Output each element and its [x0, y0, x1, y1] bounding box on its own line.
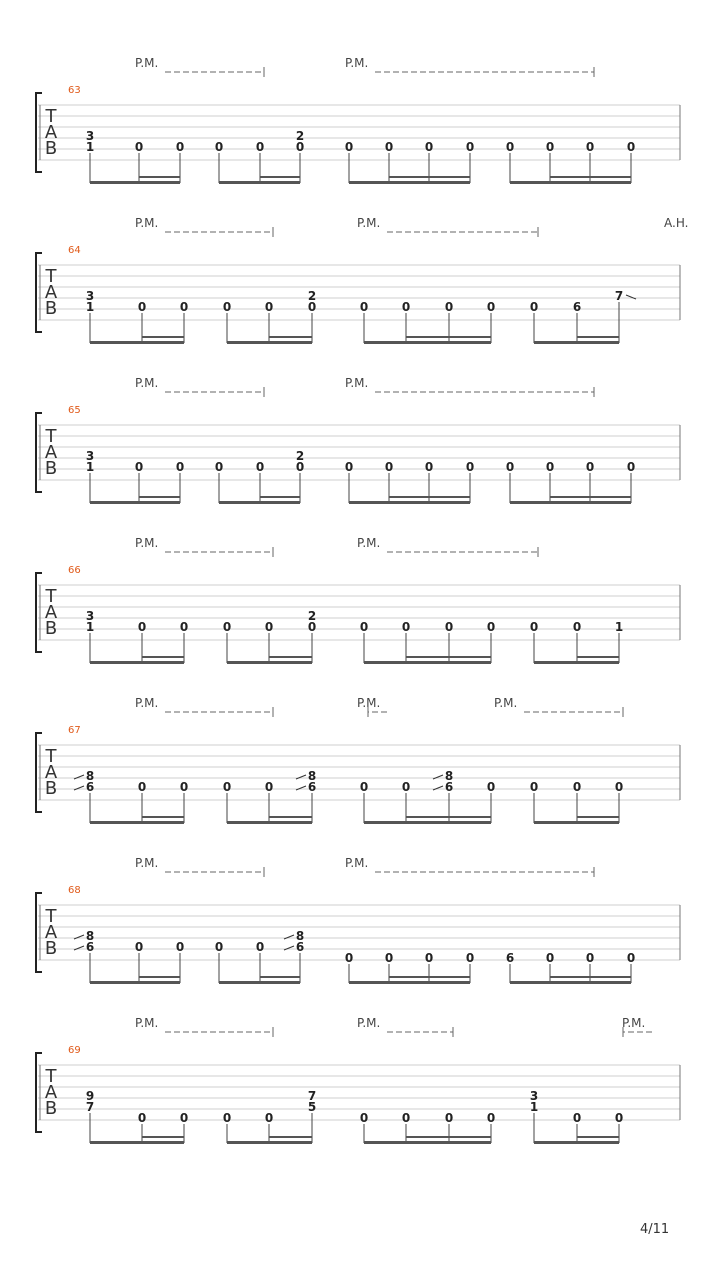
fret-number: 0 [214, 140, 224, 154]
palm-mute-label: P.M. [357, 696, 381, 710]
fret-number: 0 [359, 780, 369, 794]
fret-number: 0 [179, 1111, 189, 1125]
fret-number: 8 [85, 929, 95, 943]
palm-mute-label: P.M. [135, 376, 159, 390]
tab-clef-t: T [45, 906, 57, 927]
palm-mute-label: P.M. [135, 696, 159, 710]
palm-mute-label: P.M. [135, 856, 159, 870]
fret-number: 0 [614, 1111, 624, 1125]
beam [364, 661, 491, 664]
fret-number: 0 [384, 460, 394, 474]
fret-number: 0 [137, 1111, 147, 1125]
beam [227, 341, 312, 344]
palm-mute-label: P.M. [345, 856, 369, 870]
beam [90, 501, 180, 504]
tab-clef-a: A [44, 1082, 58, 1103]
fret-number: 0 [505, 140, 515, 154]
fret-number: 8 [295, 929, 305, 943]
fret-number: 0 [359, 1111, 369, 1125]
tab-clef-t: T [45, 746, 57, 767]
beam [219, 981, 300, 984]
beam-secondary [139, 176, 180, 178]
fret-number: 0 [401, 780, 411, 794]
fret-number: 0 [401, 300, 411, 314]
palm-mute-label: P.M. [345, 56, 369, 70]
tab-clef-t: T [45, 266, 57, 287]
palm-mute-label: P.M. [135, 56, 159, 70]
tab-clef-b: B [44, 938, 58, 959]
tab-clef-b: B [44, 298, 58, 319]
fret-number: 3 [85, 449, 95, 463]
tab-system-64 [36, 216, 688, 344]
tab-clef-a: A [44, 122, 58, 143]
fret-number: 7 [85, 1100, 95, 1114]
beam [349, 981, 470, 984]
fret-number: 0 [529, 780, 539, 794]
fret-number: 6 [85, 940, 95, 954]
fret-number: 0 [465, 140, 475, 154]
beam-secondary [139, 496, 180, 498]
beam-secondary [269, 336, 312, 338]
fret-number: 1 [85, 460, 95, 474]
palm-mute-label: P.M. [345, 376, 369, 390]
fret-number: 0 [255, 940, 265, 954]
tab-clef-a: A [44, 762, 58, 783]
fret-number: 7 [614, 289, 624, 303]
measure-number: 65 [68, 405, 81, 416]
fret-number: 0 [465, 951, 475, 965]
beam-secondary [139, 976, 180, 978]
beam-secondary [577, 656, 619, 658]
fret-number: 0 [529, 300, 539, 314]
fret-number: 7 [307, 1089, 317, 1103]
beam [219, 501, 300, 504]
measure-number: 68 [68, 885, 81, 896]
beam [90, 821, 184, 824]
tab-clef-b: B [44, 458, 58, 479]
measure-number: 66 [68, 565, 81, 576]
beam [510, 501, 631, 504]
beam [90, 341, 184, 344]
fret-number: 0 [572, 620, 582, 634]
fret-number: 0 [572, 780, 582, 794]
tab-clef-b: B [44, 778, 58, 799]
beam-secondary [142, 1136, 184, 1138]
beam [510, 981, 631, 984]
tab-clef-t: T [45, 106, 57, 127]
fret-number: 0 [264, 300, 274, 314]
measure-number: 63 [68, 85, 81, 96]
fret-number: 2 [295, 449, 305, 463]
fret-number: 6 [444, 780, 454, 794]
fret-number: 0 [175, 940, 185, 954]
beam-secondary [142, 336, 184, 338]
fret-number: 6 [307, 780, 317, 794]
fret-number: 0 [444, 1111, 454, 1125]
beam-secondary [269, 1136, 312, 1138]
fret-number: 0 [344, 140, 354, 154]
beam [90, 1141, 184, 1144]
fret-number: 0 [137, 780, 147, 794]
fret-number: 0 [179, 300, 189, 314]
fret-number: 0 [307, 300, 317, 314]
measure-number: 69 [68, 1045, 81, 1056]
beam-secondary [577, 1136, 619, 1138]
beam-secondary [406, 336, 491, 338]
beam [227, 661, 312, 664]
palm-mute-label: P.M. [135, 536, 159, 550]
tab-system-63 [36, 56, 680, 184]
beam [90, 981, 180, 984]
fret-number: 1 [529, 1100, 539, 1114]
beam-secondary [406, 656, 491, 658]
fret-number: 0 [175, 140, 185, 154]
fret-number: 1 [85, 620, 95, 634]
fret-number: 9 [85, 1089, 95, 1103]
fret-number: 0 [214, 940, 224, 954]
palm-mute-label: P.M. [135, 216, 159, 230]
fret-number: 0 [134, 460, 144, 474]
fret-number: 0 [529, 620, 539, 634]
tab-system-67 [36, 696, 680, 824]
palm-mute-label: P.M. [357, 536, 381, 550]
fret-number: 6 [85, 780, 95, 794]
beam-secondary [550, 976, 631, 978]
fret-number: 0 [222, 620, 232, 634]
beam [510, 181, 631, 184]
fret-number: 0 [307, 620, 317, 634]
fret-number: 0 [384, 140, 394, 154]
tab-clef-a: A [44, 922, 58, 943]
fret-number: 3 [85, 129, 95, 143]
fret-number: 0 [486, 300, 496, 314]
fret-number: 0 [214, 460, 224, 474]
beam-secondary [406, 1136, 491, 1138]
palm-mute-label: P.M. [494, 696, 518, 710]
fret-number: 6 [572, 300, 582, 314]
tab-clef-b: B [44, 138, 58, 159]
fret-number: 2 [307, 609, 317, 623]
fret-number: 0 [295, 460, 305, 474]
fret-number: 0 [444, 300, 454, 314]
fret-number: 3 [85, 609, 95, 623]
fret-number: 0 [486, 780, 496, 794]
palm-mute-label: P.M. [135, 1016, 159, 1030]
tab-system-66 [36, 536, 680, 664]
tab-clef-t: T [45, 426, 57, 447]
beam-secondary [260, 496, 300, 498]
fret-number: 0 [137, 620, 147, 634]
tab-clef-a: A [44, 602, 58, 623]
beam-secondary [550, 176, 631, 178]
fret-number: 0 [222, 300, 232, 314]
fret-number: 0 [545, 460, 555, 474]
fret-number: 0 [505, 460, 515, 474]
fret-number: 0 [585, 460, 595, 474]
fret-number: 0 [424, 460, 434, 474]
fret-number: 0 [264, 620, 274, 634]
fret-number: 0 [486, 1111, 496, 1125]
fret-number: 0 [626, 951, 636, 965]
beam-secondary [269, 656, 312, 658]
beam [90, 661, 184, 664]
beam-secondary [389, 976, 470, 978]
fret-number: 0 [401, 1111, 411, 1125]
beam-secondary [142, 656, 184, 658]
fret-number: 8 [444, 769, 454, 783]
fret-number: 0 [545, 140, 555, 154]
beam-secondary [577, 336, 619, 338]
measure-number: 64 [68, 245, 81, 256]
fret-number: 0 [614, 780, 624, 794]
beam-secondary [389, 496, 470, 498]
fret-number: 6 [295, 940, 305, 954]
fret-number: 0 [179, 620, 189, 634]
page-number: 4/11 [640, 1222, 670, 1237]
fret-number: 0 [359, 300, 369, 314]
fret-number: 3 [85, 289, 95, 303]
fret-number: 0 [465, 460, 475, 474]
palm-mute-label: P.M. [357, 1016, 381, 1030]
fret-number: 1 [614, 620, 624, 634]
tab-clef-t: T [45, 586, 57, 607]
fret-number: 8 [85, 769, 95, 783]
fret-number: 0 [486, 620, 496, 634]
tab-system-68 [36, 856, 680, 984]
fret-number: 0 [255, 460, 265, 474]
tab-system-65 [36, 376, 680, 504]
beam [364, 1141, 491, 1144]
fret-number: 0 [424, 951, 434, 965]
tab-clef-t: T [45, 1066, 57, 1087]
fret-number: 5 [307, 1100, 317, 1114]
fret-number: 0 [444, 620, 454, 634]
fret-number: 0 [255, 140, 265, 154]
fret-number: 0 [585, 951, 595, 965]
beam-secondary [142, 816, 184, 818]
fret-number: 0 [137, 300, 147, 314]
tab-system-69 [36, 1016, 680, 1144]
beam-secondary [260, 976, 300, 978]
fret-number: 0 [384, 951, 394, 965]
palm-mute-label: P.M. [357, 216, 381, 230]
fret-number: 6 [505, 951, 515, 965]
tab-clef-a: A [44, 282, 58, 303]
beam [349, 181, 470, 184]
fret-number: 0 [175, 460, 185, 474]
fret-number: 2 [295, 129, 305, 143]
fret-number: 3 [529, 1089, 539, 1103]
fret-number: 0 [295, 140, 305, 154]
fret-number: 0 [545, 951, 555, 965]
fret-number: 0 [179, 780, 189, 794]
fret-number: 0 [626, 460, 636, 474]
fret-number: 0 [344, 460, 354, 474]
beam [90, 181, 180, 184]
fret-number: 0 [264, 780, 274, 794]
tab-clef-a: A [44, 442, 58, 463]
fret-number: 0 [222, 780, 232, 794]
beam [364, 341, 491, 344]
beam [364, 821, 491, 824]
beam [219, 181, 300, 184]
tab-clef-b: B [44, 1098, 58, 1119]
fret-number: 1 [85, 140, 95, 154]
beam-secondary [260, 176, 300, 178]
beam [227, 821, 312, 824]
beam [534, 661, 619, 664]
beam-secondary [389, 176, 470, 178]
palm-mute-label: P.M. [622, 1016, 646, 1030]
beam-secondary [577, 816, 619, 818]
fret-number: 8 [307, 769, 317, 783]
beam [349, 501, 470, 504]
fret-number: 0 [359, 620, 369, 634]
fret-number: 0 [626, 140, 636, 154]
fret-number: 0 [585, 140, 595, 154]
beam-secondary [406, 816, 491, 818]
fret-number: 0 [344, 951, 354, 965]
beam-secondary [550, 496, 631, 498]
fret-number: 0 [222, 1111, 232, 1125]
beam [227, 1141, 312, 1144]
measure-number: 67 [68, 725, 81, 736]
fret-number: 0 [572, 1111, 582, 1125]
beam [534, 341, 619, 344]
beam [534, 821, 619, 824]
technique-label: A.H. [664, 216, 689, 230]
beam-secondary [269, 816, 312, 818]
fret-number: 0 [264, 1111, 274, 1125]
beam [534, 1141, 619, 1144]
fret-number: 1 [85, 300, 95, 314]
fret-number: 0 [424, 140, 434, 154]
fret-number: 2 [307, 289, 317, 303]
fret-number: 0 [134, 940, 144, 954]
fret-number: 0 [134, 140, 144, 154]
tab-clef-b: B [44, 618, 58, 639]
fret-number: 0 [401, 620, 411, 634]
